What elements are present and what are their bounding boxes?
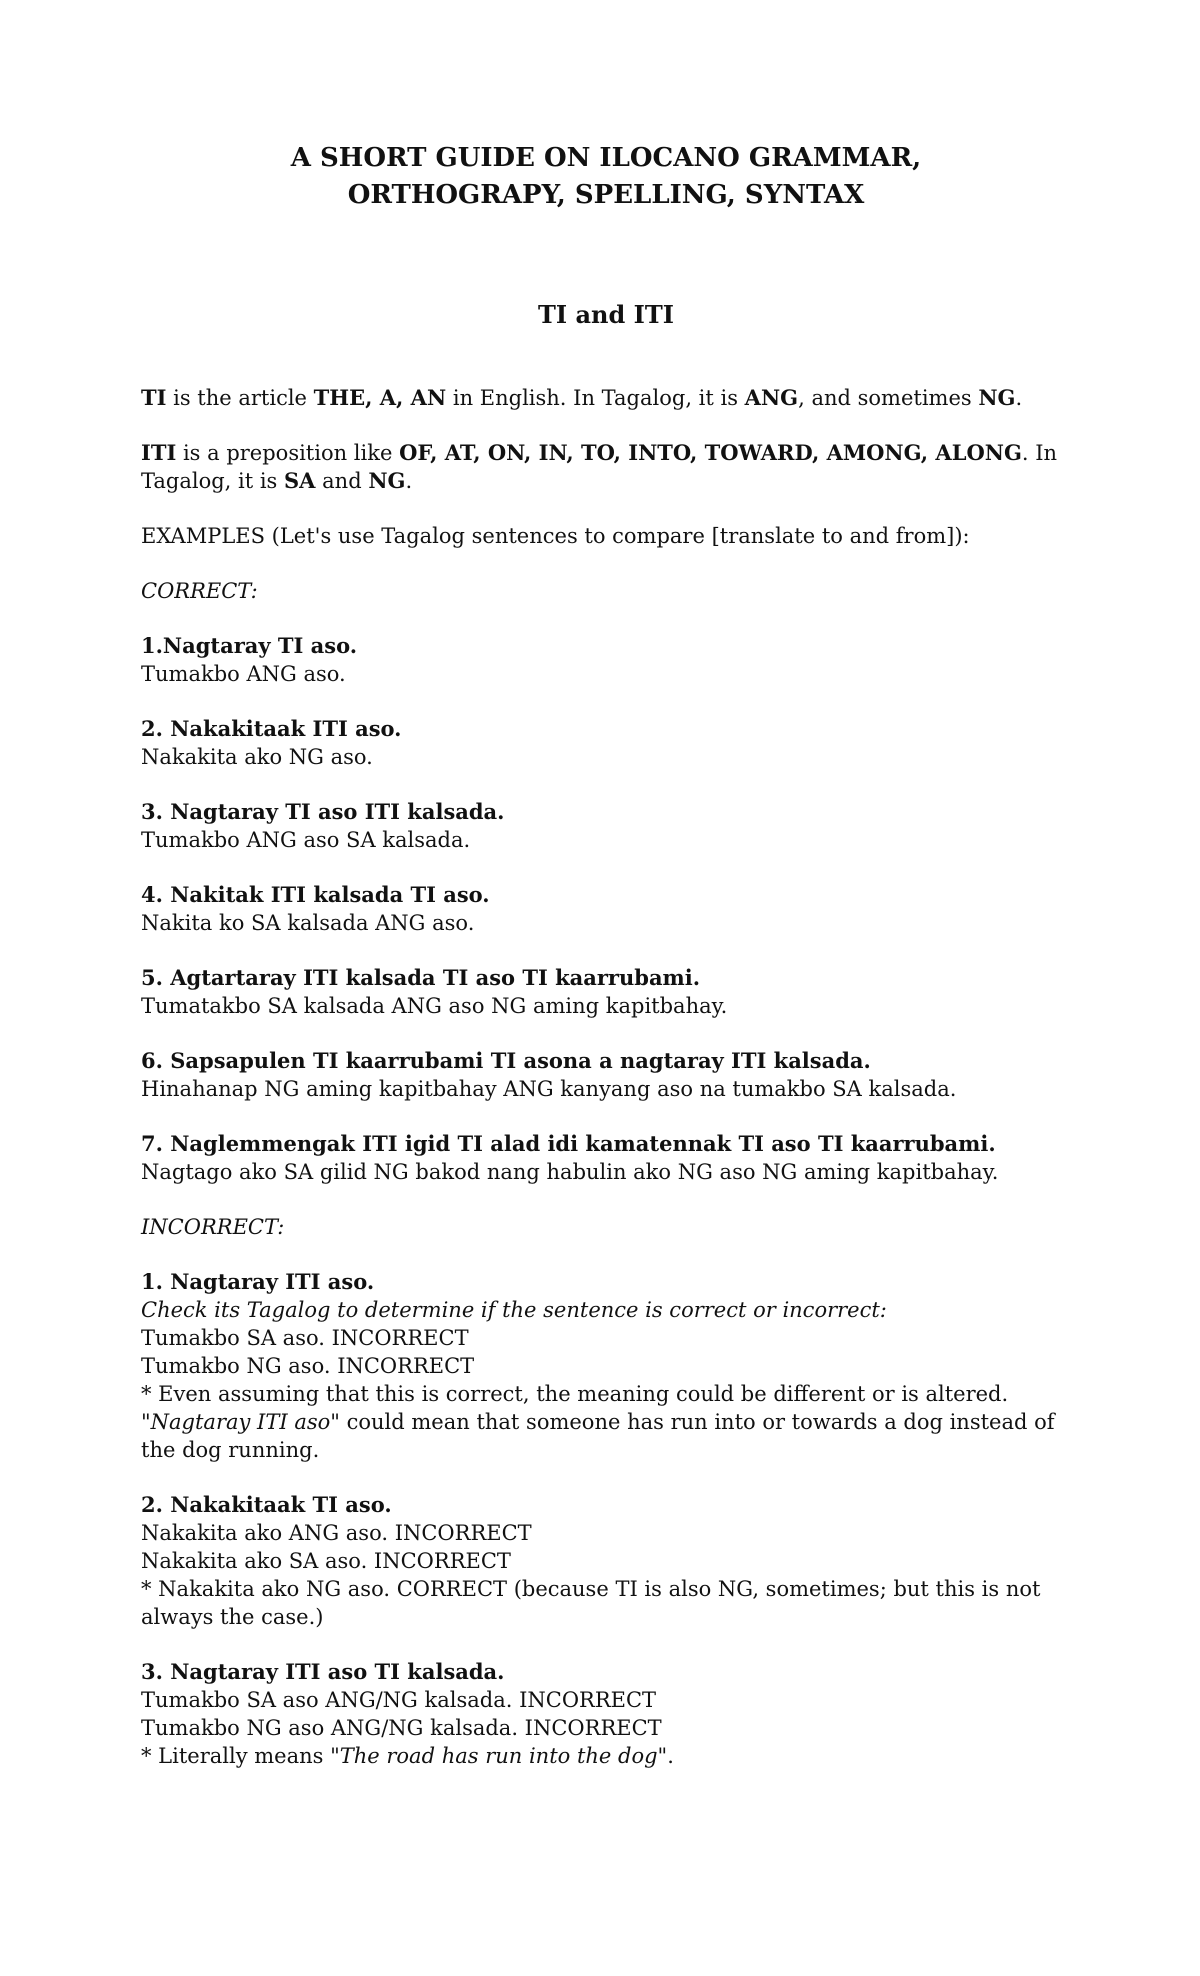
example-tagalog: Tumakbo ANG aso SA kalsada. bbox=[141, 828, 471, 852]
correct-example bbox=[141, 964, 1071, 1020]
example-tagalog: Nakakita ako NG aso. bbox=[141, 745, 373, 769]
title-line-2: ORTHOGRAPY, SPELLING, SYNTAX bbox=[347, 180, 865, 210]
example-ilocano: 3. Nagtaray TI aso ITI kalsada. bbox=[141, 799, 505, 824]
example-tagalog: Hinahanap NG aming kapitbahay ANG kanyang aso na tumakbo SA kalsada. bbox=[141, 1077, 957, 1101]
example-tagalog: Tumakbo NG aso. INCORRECT bbox=[141, 1354, 475, 1378]
correct-example bbox=[141, 1047, 1071, 1103]
correct-example bbox=[141, 632, 1071, 688]
example-tagalog: Nakita ko SA kalsada ANG aso. bbox=[141, 911, 475, 935]
document-body bbox=[141, 384, 1071, 1797]
example-ilocano: 2. Nakakitaak ITI aso. bbox=[141, 716, 402, 741]
example-tagalog: Tumatakbo SA kalsada ANG aso NG aming kapitbahay. bbox=[141, 994, 728, 1018]
examples-intro: EXAMPLES (Let's use Tagalog sentences to compare [translate to and from]): bbox=[141, 524, 970, 548]
correct-example bbox=[141, 881, 1071, 937]
example-instruction: Check its Tagalog to determine if the sentence is correct or incorrect: bbox=[141, 1298, 887, 1322]
document-title bbox=[141, 140, 1071, 214]
example-ilocano: 3. Nagtaray ITI aso TI kalsada. bbox=[141, 1659, 505, 1684]
example-ilocano: 2. Nakakitaak TI aso. bbox=[141, 1492, 392, 1517]
incorrect-label: INCORRECT: bbox=[141, 1215, 285, 1239]
iti-definition: ITI is a preposition like OF, AT, ON, IN, TO, INTO, TOWARD, AMONG, ALONG. In Tagalog, it is SA and NG. bbox=[141, 440, 1058, 493]
example-tagalog: Nakakita ako SA aso. INCORRECT bbox=[141, 1549, 511, 1573]
example-tagalog: Nagtago ako SA gilid NG bakod nang habulin ako NG aso NG aming kapitbahay. bbox=[141, 1160, 999, 1184]
example-ilocano: 5. Agtartaray ITI kalsada TI aso TI kaarrubami. bbox=[141, 965, 701, 990]
correct-example bbox=[141, 715, 1071, 771]
incorrect-example bbox=[141, 1658, 1071, 1770]
example-tagalog: Tumakbo SA aso ANG/NG kalsada. INCORRECT bbox=[141, 1688, 657, 1712]
example-ilocano: 7. Naglemmengak ITI igid TI alad idi kamatennak TI aso TI kaarrubami. bbox=[141, 1131, 996, 1156]
example-tagalog: Tumakbo ANG aso. bbox=[141, 662, 346, 686]
title-line-1: A SHORT GUIDE ON ILOCANO GRAMMAR, bbox=[290, 143, 922, 173]
example-note: * Even assuming that this is correct, the meaning could be different or is altered. "Nagtaray ITI aso" could mean that someone has run into or towards a dog instead of the dog running. bbox=[141, 1382, 1055, 1462]
example-tagalog: Nakakita ako ANG aso. INCORRECT bbox=[141, 1521, 532, 1545]
example-ilocano: 6. Sapsapulen TI kaarrubami TI asona a nagtaray ITI kalsada. bbox=[141, 1048, 871, 1073]
example-ilocano: 1.Nagtaray TI aso. bbox=[141, 633, 358, 658]
incorrect-example bbox=[141, 1491, 1071, 1631]
example-note: * Literally means "The road has run into the dog". bbox=[141, 1744, 674, 1768]
incorrect-example bbox=[141, 1268, 1071, 1464]
ti-definition: TI is the article THE, A, AN in English. In Tagalog, it is ANG, and sometimes NG. bbox=[141, 385, 1023, 410]
correct-example bbox=[141, 798, 1071, 854]
correct-example bbox=[141, 1130, 1071, 1186]
example-ilocano: 4. Nakitak ITI kalsada TI aso. bbox=[141, 882, 490, 907]
example-tagalog: Tumakbo NG aso ANG/NG kalsada. INCORRECT bbox=[141, 1716, 662, 1740]
example-ilocano: 1. Nagtaray ITI aso. bbox=[141, 1269, 375, 1294]
section-heading: TI and ITI bbox=[538, 300, 674, 329]
example-note: * Nakakita ako NG aso. CORRECT (because TI is also NG, sometimes; but this is not always the case.) bbox=[141, 1577, 1041, 1629]
example-tagalog: Tumakbo SA aso. INCORRECT bbox=[141, 1326, 469, 1350]
correct-label: CORRECT: bbox=[141, 579, 258, 603]
